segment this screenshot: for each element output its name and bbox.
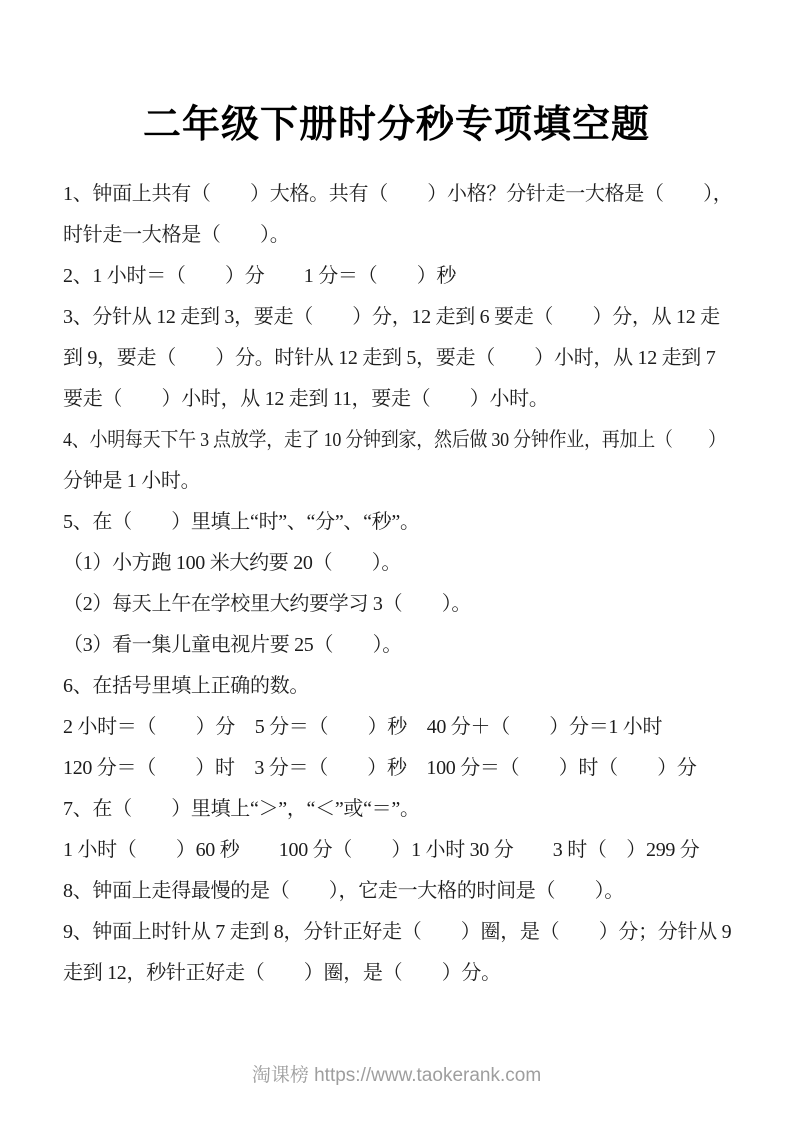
question-4-line-2: 分钟是 1 小时。 <box>63 470 201 492</box>
question-8-line-1: 8、钟面上走得最慢的是（ ），它走一大格的时间是（ ）。 <box>63 880 624 902</box>
question-3-line-1: 3、分针从 12 走到 3，要走（ ）分，12 走到 6 要走（ ）分，从 12 走 <box>63 306 720 328</box>
question-4-line-1: 4、小明每天下午 3 点放学，走了 10 分钟到家，然后做 30 分钟作业，再加上（ ） <box>63 429 726 451</box>
question-3-line-3: 要走（ ）小时，从 12 走到 11，要走（ ）小时。 <box>63 388 549 410</box>
footer-watermark: 淘课榜 https://www.taokerank.com <box>251 1065 542 1086</box>
worksheet-title: 二年级下册时分秒专项填空题 <box>142 104 650 146</box>
question-5-subitem-2: （2）每天上午在学校里大约要学习 3（ ）。 <box>63 593 472 615</box>
question-6-line-1: 6、在括号里填上正确的数。 <box>63 675 310 697</box>
question-1-line-2: 时针走一大格是（ ）。 <box>63 224 290 246</box>
question-2-line-1: 2、1 小时＝（ ）分 1 分＝（ ）秒 <box>63 265 457 287</box>
question-7-line-1: 7、在（ ）里填上“＞”，“＜”或“＝”。 <box>63 798 420 820</box>
worksheet-body <box>63 174 733 994</box>
question-9-line-2: 走到 12，秒针正好走（ ）圈，是（ ）分。 <box>63 962 501 984</box>
question-6-line-3: 120 分＝（ ）时 3 分＝（ ）秒 100 分＝（ ）时（ ）分 <box>63 757 697 779</box>
question-3-line-2: 到 9，要走（ ）分。时针从 12 走到 5，要走（ ）小时，从 12 走到 7 <box>63 347 716 369</box>
question-5-subitem-3: （3）看一集儿童电视片要 25（ ）。 <box>63 634 402 656</box>
question-5-subitem-1: （1）小方跑 100 米大约要 20（ ）。 <box>63 552 402 574</box>
question-5-line-1: 5、在（ ）里填上“时”、“分”、“秒”。 <box>63 511 420 533</box>
question-1-line-1: 1、钟面上共有（ ）大格。共有（ ）小格？分针走一大格是（ ）， <box>63 183 733 205</box>
question-9-line-1: 9、钟面上时针从 7 走到 8，分针正好走（ ）圈，是（ ）分；分针从 9 <box>63 921 732 943</box>
question-7-line-2: 1 小时（ ）60 秒 100 分（ ）1 小时 30 分 3 时（ ）299 分 <box>63 839 700 861</box>
question-6-line-2: 2 小时＝（ ）分 5 分＝（ ）秒 40 分＋（ ）分＝1 小时 <box>63 716 663 738</box>
